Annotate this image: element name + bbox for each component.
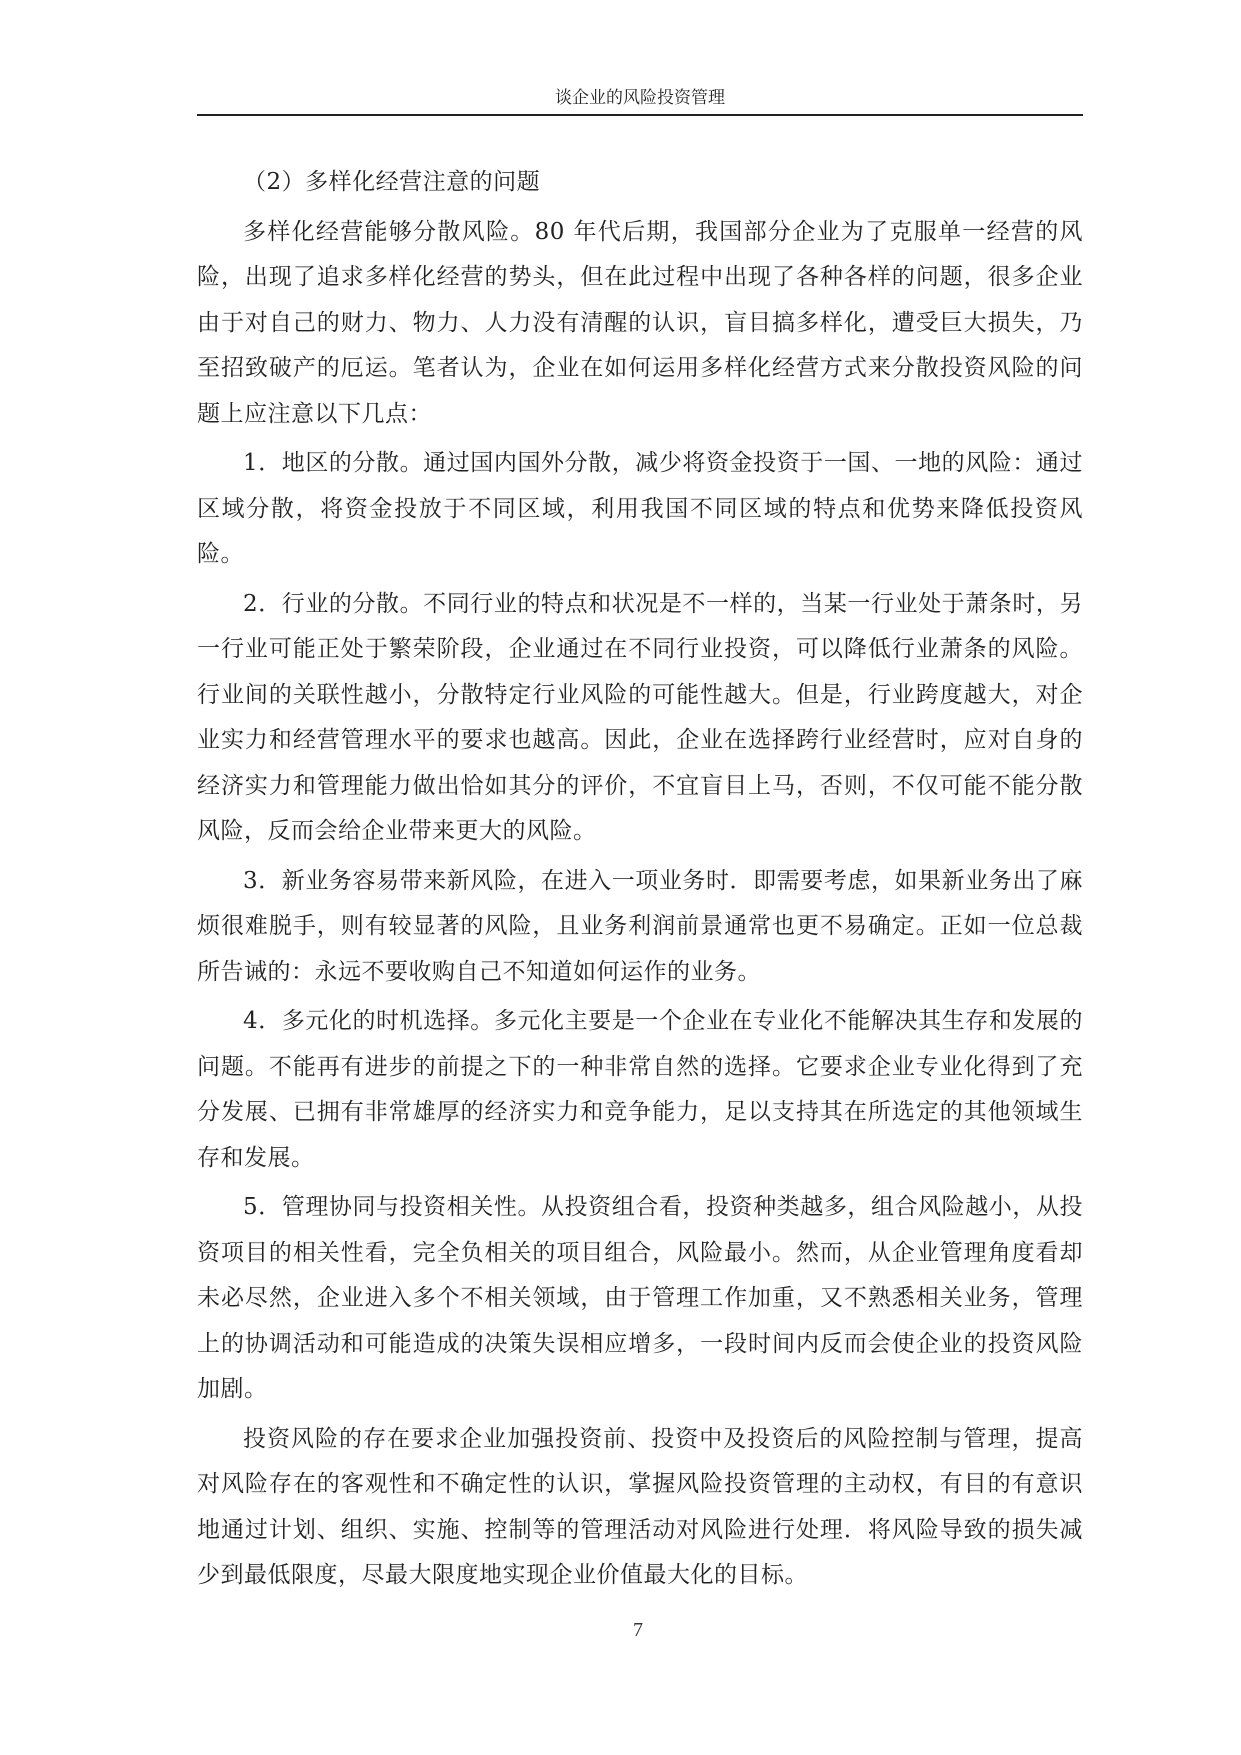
paragraph-intro: 多样化经营能够分散风险。80 年代后期，我国部分企业为了克服单一经营的风险，出现了追求多样化经营的势头，但在此过程中出现了各种各样的问题，很多企业由于对自己的财力、物力、人力没有清醒的认识，盲目搞多样化，遭受巨大损失，乃至招致破产的厄运。笔者认为，企业在如何运用多样化经营方式来分散投资风险的问题上应注意以下几点： [197, 218, 1083, 427]
section-heading: （2）多样化经营注意的问题 [243, 169, 541, 195]
running-header: 谈企业的风险投资管理 [555, 88, 725, 108]
page-number: 7 [633, 1619, 643, 1641]
paragraph-point-2: 2．行业的分散。不同行业的特点和状况是不一样的，当某一行业处于萧条时，另一行业可能正处于繁荣阶段，企业通过在不同行业投资，可以降低行业萧条的风险。行业间的关联性越小，分散特定行业风险的可能性越大。但是，行业跨度越大，对企业实力和经营管理水平的要求也越高。因此，企业在选择跨行业经营时，应对自身的经济实力和管理能力做出恰如其分的评价，不宜盲目上马，否则，不仅可能不能分散风险，反而会给企业带来更大的风险。 [197, 590, 1083, 844]
header-rule [197, 114, 1083, 116]
paragraph-point-5: 5．管理协同与投资相关性。从投资组合看，投资种类越多，组合风险越小，从投资项目的相关性看，完全负相关的项目组合，风险最小。然而，从企业管理角度看却未必尽然，企业进入多个不相关领域，由于管理工作加重，又不熟悉相关业务，管理上的协调活动和可能造成的决策失误相应增多，一段时间内反而会使企业的投资风险加剧。 [197, 1194, 1083, 1402]
paragraph-conclusion: 投资风险的存在要求企业加强投资前、投资中及投资后的风险控制与管理，提高对风险存在的客观性和不确定性的认识，掌握风险投资管理的主动权，有目的有意识地通过计划、组织、实施、控制等的管理活动对风险进行处理．将风险导致的损失减少到最低限度，尽最大限度地实现企业价值最大化的目标。 [197, 1425, 1083, 1588]
paragraph-point-4: 4．多元化的时机选择。多元化主要是一个企业在专业化不能解决其生存和发展的问题。不能再有进步的前提之下的一种非常自然的选择。它要求企业专业化得到了充分发展、已拥有非常雄厚的经济实力和竞争能力，足以支持其在所选定的其他领域生存和发展。 [197, 1008, 1083, 1171]
body-text [197, 160, 1083, 1603]
paragraph-point-1: 1．地区的分散。通过国内国外分散，减少将资金投资于一国、一地的风险：通过区域分散，将资金投放于不同区域，利用我国不同区域的特点和优势来降低投资风险。 [197, 450, 1083, 567]
paragraph-point-3: 3．新业务容易带来新风险，在进入一项业务时．即需要考虑，如果新业务出了麻烦很难脱手，则有较显著的风险，且业务利润前景通常也更不易确定。正如一位总裁所告诫的：永远不要收购自己不知道如何运作的业务。 [197, 867, 1083, 985]
